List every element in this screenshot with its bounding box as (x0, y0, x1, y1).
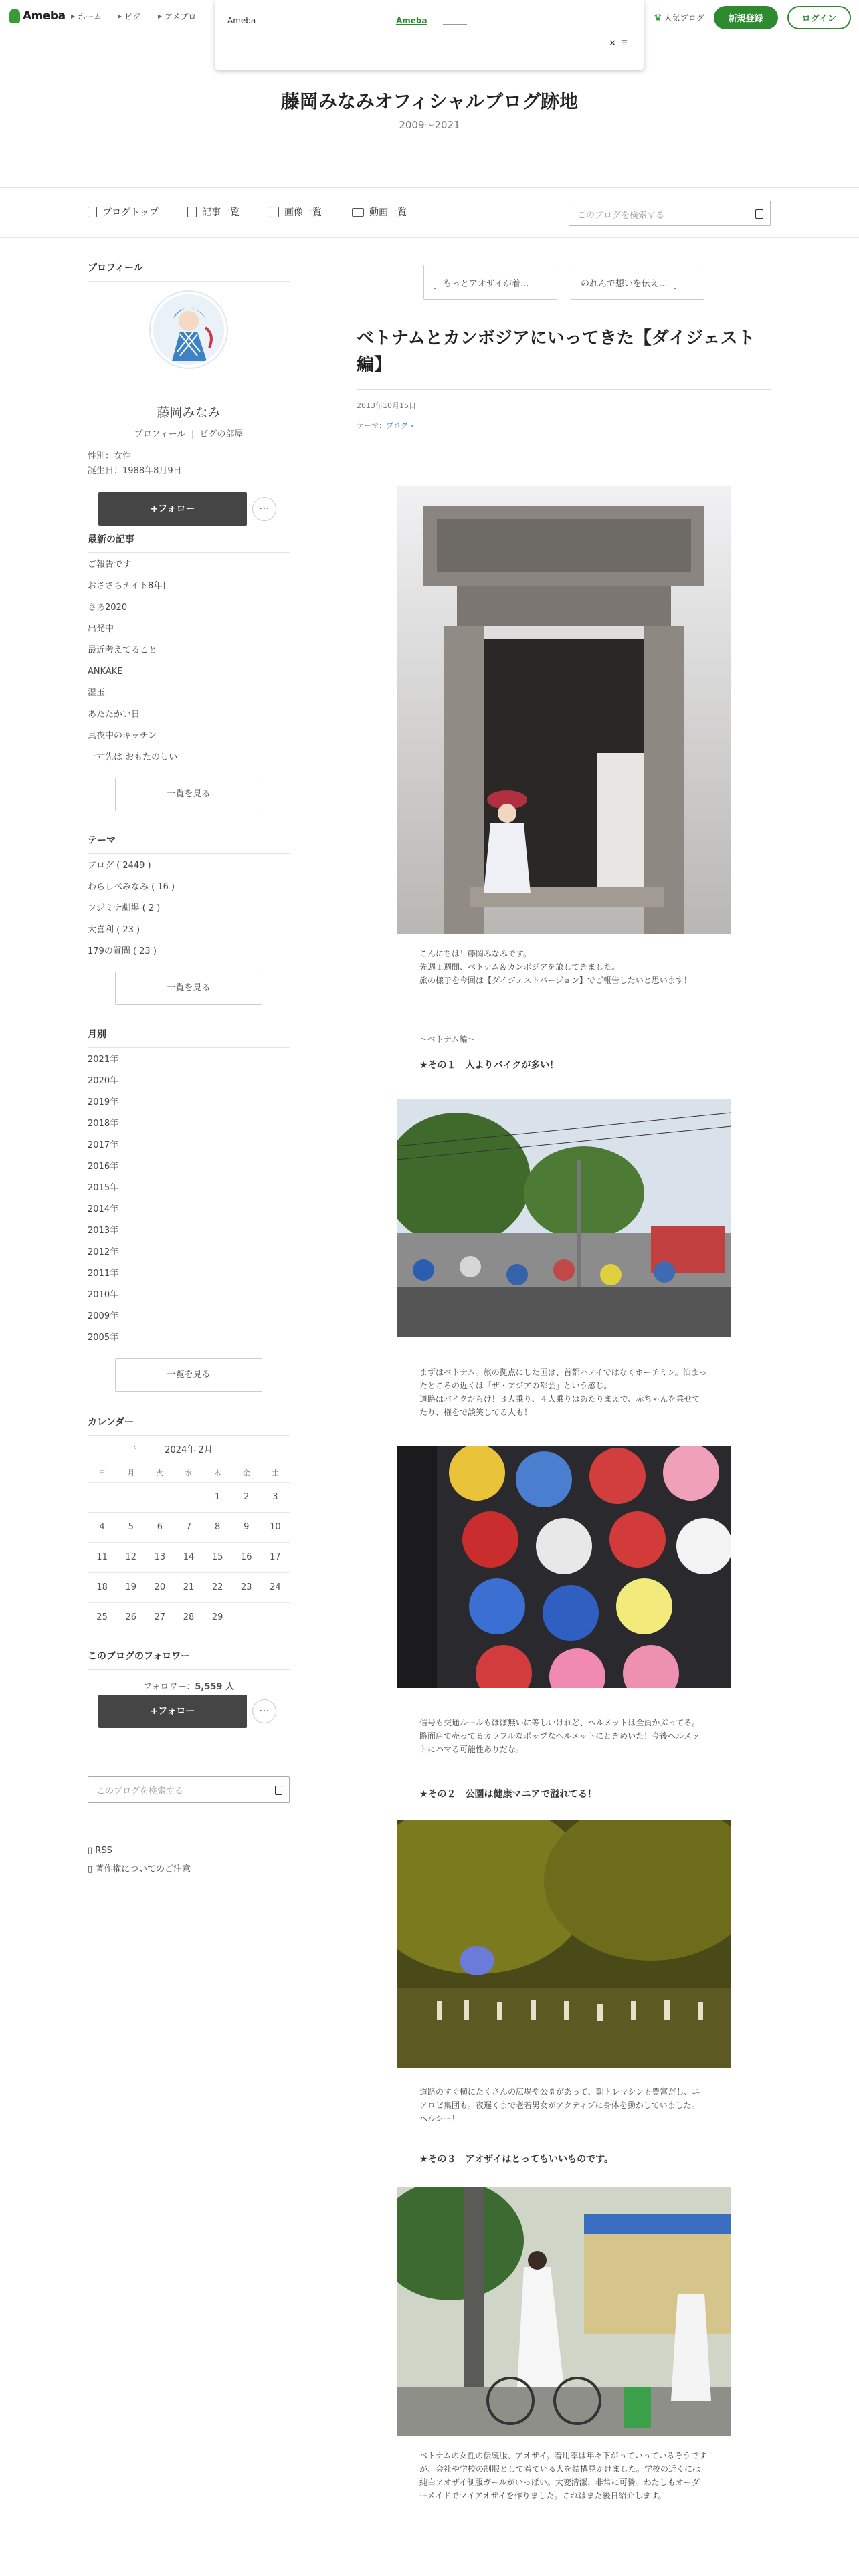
aodai-photo (397, 2187, 731, 2436)
copyright-link[interactable]: ▯ 著作権についてのご注意 (88, 1864, 191, 1874)
entry-heading: ★その２ 公園は健康マニアで溢れてる！ (419, 1789, 597, 1800)
follow-button-2[interactable]: +フォロー (98, 1695, 247, 1728)
blog-search-input[interactable]: このブログを検索する (569, 201, 771, 226)
entry-date: 2013年10月15日 (357, 401, 416, 410)
month-item[interactable]: 2011年 (88, 1269, 119, 1279)
more-options-button[interactable]: ⋯ (252, 497, 276, 521)
profile-name[interactable]: 藤岡みなみ (157, 405, 221, 420)
menu-icon[interactable]: ☰ (621, 39, 628, 47)
profile-heading: プロフィール (88, 261, 290, 282)
recent-entry-item[interactable]: 出発中 (88, 624, 114, 634)
temple-photo (397, 486, 731, 934)
traffic-photo (397, 1099, 731, 1337)
month-item[interactable]: 2005年 (88, 1333, 119, 1343)
entry-paragraph: こんにちは！藤岡みなみです。 先週１週間、ベトナム＆カンボジアを旅してきました。 旅の様子を今回は【ダイジェストバージョン】でご報告したいと思います！ (419, 949, 692, 985)
recent-entry-item[interactable]: ANKAKE (88, 667, 123, 677)
entry-photo-park[interactable] (397, 1820, 731, 2068)
list-icon (187, 207, 197, 217)
document-icon (88, 207, 97, 217)
recent-entry-item[interactable]: 真夜中のキッチン (88, 731, 157, 741)
monthly-heading: 月別 (88, 1027, 290, 1048)
theme-item[interactable]: 大喜利 ( 23 ) (88, 925, 140, 935)
blog-header (0, 70, 859, 187)
month-item[interactable]: 2020年 (88, 1076, 119, 1086)
entry-photo-helmets[interactable] (397, 1446, 731, 1688)
entry-heading: ★その１ 人よりバイクが多い！ (419, 1060, 559, 1071)
blog-subtitle: 2009〜2021 (399, 119, 460, 131)
month-item[interactable]: 2013年 (88, 1226, 119, 1236)
entry-photo-aodai[interactable] (397, 2187, 731, 2436)
month-item[interactable]: 2014年 (88, 1204, 119, 1214)
close-icon[interactable]: ✕ (609, 39, 616, 49)
follower-count: フォロワー：5,559 人 (142, 1682, 234, 1692)
calendar-heading: カレンダー (88, 1415, 290, 1436)
entry-photo-traffic[interactable] (397, 1099, 731, 1337)
ad-link[interactable]: Ameba (396, 16, 427, 25)
recent-entries (88, 532, 290, 811)
month-item[interactable]: 2016年 (88, 1162, 119, 1172)
blog-title[interactable]: 藤岡みなみオフィシャルブログ跡地 (280, 90, 579, 112)
theme-link[interactable]: ブログ (386, 421, 408, 430)
register-button[interactable]: 新規登録 (714, 6, 778, 29)
ad-underline (443, 24, 467, 25)
monthly-see-all-button[interactable]: 一覧を見る (115, 1358, 262, 1392)
follow-button[interactable]: +フォロー (98, 492, 247, 526)
sidebar-search-input[interactable]: このブログを検索する (88, 1776, 290, 1803)
month-item[interactable]: 2015年 (88, 1183, 119, 1193)
recent-see-all-button[interactable]: 一覧を見る (115, 778, 262, 811)
tab-video-list[interactable]: 動画一覧 (352, 205, 407, 219)
theme-section (88, 833, 290, 1005)
recent-entry-item[interactable]: さあ2020 (88, 603, 128, 613)
chevron-right-icon: › (408, 421, 413, 430)
ad-label: Ameba (227, 16, 256, 25)
calendar-month: 2024年 2月 (165, 1445, 213, 1455)
avatar-illustration (153, 294, 224, 365)
arrow-right-icon: ▶ (71, 13, 76, 19)
entry-paragraph: ベトナムの女性の伝統服、アオザイ。着用率は年々下がっていっているそうですが、会社や学校の制服として着ている人を結構見かけました。学校の近くには純白アオザイ制服ガールがいっぱい。大変清潔、非常に可憐。わたしもオーダーメイドでマイアオザイを作りました。これはまた後日紹介します。 (419, 2451, 707, 2500)
ad-banner (215, 0, 644, 70)
popular-blog-link[interactable]: ♛ 人気ブログ (654, 12, 704, 23)
avatar[interactable] (151, 292, 227, 368)
rss-link[interactable]: ▯ RSS (88, 1846, 112, 1856)
recent-entry-item[interactable]: 最近考えてること (88, 645, 158, 655)
theme-item[interactable]: わらしべみなみ ( 16 ) (88, 882, 175, 892)
entry-paragraph: まずはベトナム。旅の拠点にした国は、首都ハノイではなくホーチミン。泊まったところの近くは「ザ・アジアの都会」という感じ。 道路はバイクだらけ！３人乗り、４人乗りはあたりまえで、赤ちゃんを乗せてたり、権をで談笑してる人も！ (419, 1368, 707, 1417)
section-separator: 〜ベトナム編〜 (419, 1035, 476, 1044)
month-item[interactable]: 2018年 (88, 1119, 119, 1129)
ameba-logo[interactable] (9, 9, 66, 23)
recent-entry-item[interactable]: あたたかい日 (88, 710, 140, 720)
recommended-entry[interactable]: もっとアオザイが着... (423, 265, 557, 300)
more-options-button-2[interactable]: ⋯ (252, 1699, 276, 1723)
month-item[interactable]: 2012年 (88, 1247, 119, 1257)
pigg-room-link[interactable]: ピグの部屋 (199, 429, 244, 439)
tab-entry-list[interactable]: 記事一覧 (187, 205, 240, 219)
helmets-photo (397, 1446, 731, 1688)
nav-pigg[interactable]: ▶ ピグ (118, 12, 141, 21)
month-item[interactable]: 2010年 (88, 1290, 119, 1300)
rss-icon: ▯ (88, 1846, 93, 1856)
prev-month-icon[interactable]: ‹ (133, 1442, 136, 1452)
calendar-section (88, 1415, 290, 1632)
crown-icon: ♛ (654, 12, 662, 23)
profile-birthday: 誕生日：1988年8月9日 (88, 466, 182, 476)
entry-icon (674, 276, 676, 289)
login-button[interactable]: ログイン (787, 6, 851, 29)
entry-icon (434, 276, 436, 289)
tab-blog-top[interactable]: ブログトップ (88, 205, 159, 219)
follower-heading: このブログのフォロワー (88, 1649, 290, 1670)
footer (0, 2512, 859, 2576)
recent-entry-item[interactable]: おささらナイト8年目 (88, 581, 171, 591)
image-icon (270, 207, 279, 217)
park-photo (397, 1820, 731, 2068)
tab-image-list[interactable]: 画像一覧 (270, 205, 322, 219)
theme-see-all-button[interactable]: 一覧を見る (115, 972, 262, 1005)
profile-gender: 性別：女性 (88, 451, 132, 461)
month-item[interactable]: 2021年 (88, 1055, 119, 1065)
nav-home[interactable]: ▶ ホーム (71, 12, 102, 21)
entry-title[interactable]: ベトナムとカンボジアにいってきた【ダイジェスト編】 (357, 325, 771, 390)
profile-section (88, 261, 290, 514)
arrow-right-icon: ▶ (158, 13, 163, 19)
theme-item[interactable]: 179の質問 ( 23 ) (88, 946, 157, 956)
recent-entry-item[interactable]: 湿玉 (88, 688, 106, 698)
entry-heading: ★その３ アオザイはとってもいいものです。 (419, 2154, 614, 2165)
recommended-entry[interactable]: のれんで想いを伝え... (571, 265, 704, 300)
search-icon[interactable] (275, 1786, 282, 1795)
theme-item[interactable]: フジミナ劇場 ( 2 ) (88, 903, 161, 914)
entry-photo-temple[interactable] (397, 486, 731, 934)
document-icon: ▯ (88, 1864, 93, 1874)
calendar-grid: 日 月 火 水 木 金 土 1 2 3 4 5 6 7 8 9 10 11 12 13 14 15 16 17 18 19 20 21 22 23 24 25 26 27 28 29 (88, 1463, 290, 1632)
theme-heading: テーマ (88, 833, 290, 854)
ameba-logo-icon (9, 9, 20, 23)
entry-paragraph: 道路のすぐ横にたくさんの広場や公園があって、朝トレマシンも豊富だし、エアロビ集団も。夜遅くまで老若男女がアクティブに身体を動かしていました。ヘルシー！ (419, 2087, 700, 2123)
entry-paragraph: 信号も交通ルールもほぼ無いに等しいけれど、ヘルメットは全員かぶってる。路面店で売ってるカラフルなポップなヘルメットにときめいた！今後ヘルメットにハマる可能性ありだな。 (419, 1718, 700, 1754)
month-item[interactable]: 2019年 (88, 1097, 119, 1107)
month-item[interactable]: 2017年 (88, 1140, 119, 1150)
camera-icon (352, 208, 364, 217)
logo-text: Ameba (23, 9, 66, 23)
search-icon[interactable] (755, 209, 763, 219)
recent-entry-item[interactable]: 一寸先は おもたのしい (88, 752, 178, 762)
follower-section (88, 1649, 290, 1717)
theme-item[interactable]: ブログ ( 2449 ) (88, 861, 151, 871)
profile-link[interactable]: プロフィール (134, 429, 186, 439)
month-item[interactable]: 2009年 (88, 1311, 119, 1321)
blog-nav (0, 187, 859, 238)
recent-entry-item[interactable]: ご報告です (88, 560, 132, 570)
arrow-right-icon: ▶ (118, 13, 122, 19)
monthly-archive (88, 1027, 290, 1392)
recent-heading: 最新の記事 (88, 532, 290, 553)
entry-theme: テーマ：ブログ › (357, 421, 413, 430)
nav-ameblo[interactable]: ▶ アメブロ (158, 12, 197, 21)
